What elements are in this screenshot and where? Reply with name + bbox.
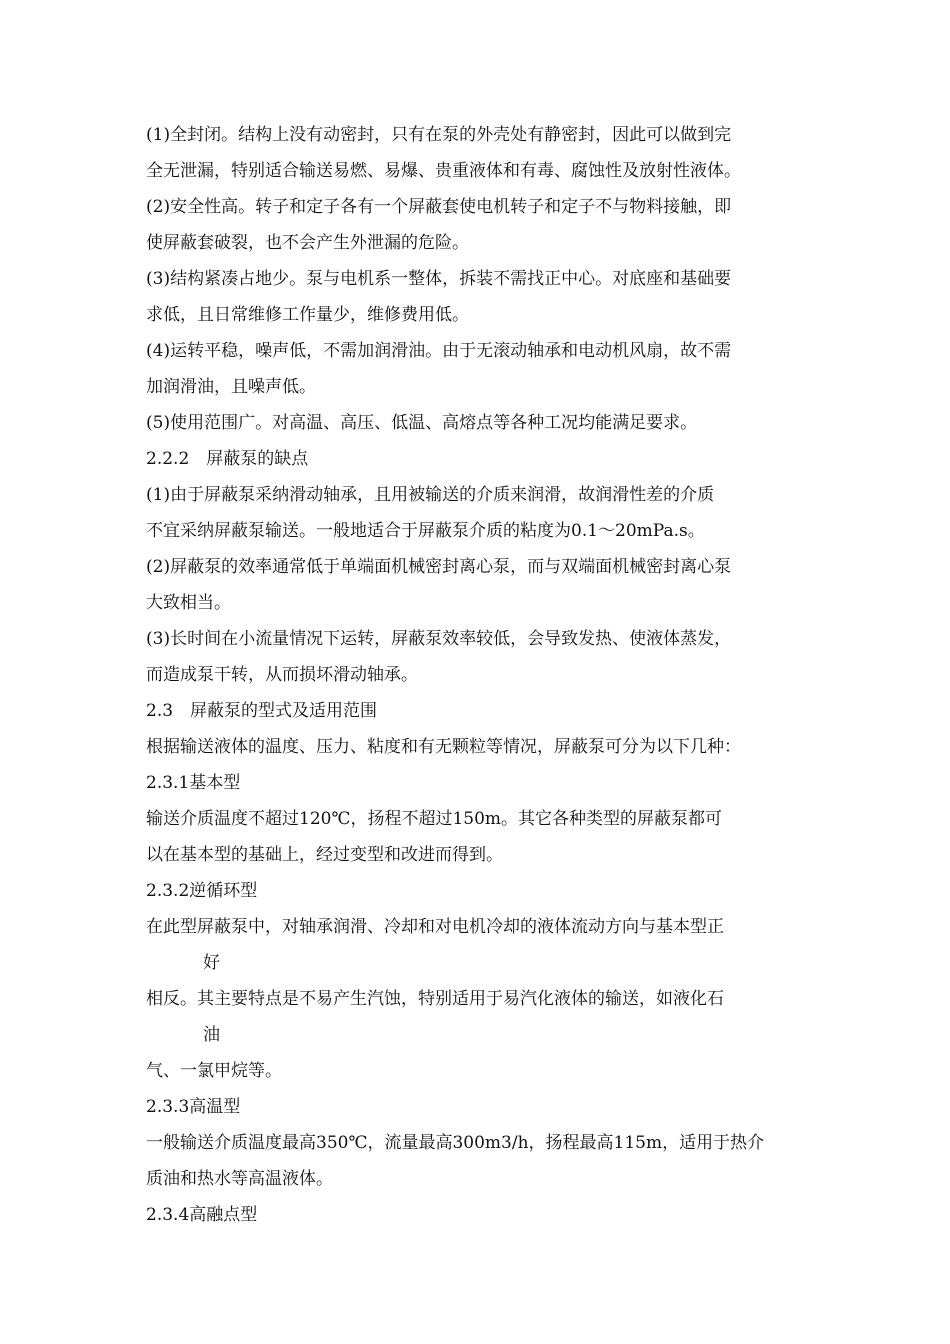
section-heading: 2.3.1基本型 (146, 773, 241, 793)
text-line: 大致相当。 (146, 593, 231, 613)
text-line: 求低，且日常维修工作量少，维修费用低。 (146, 305, 469, 325)
section-heading: 2.3 屏蔽泵的型式及适用范围 (146, 701, 378, 721)
text-line: 油 (203, 1025, 220, 1045)
text-line: 相反。其主要特点是不易产生汽蚀，特别适用于易汽化液体的输送，如液化石 (146, 989, 724, 1009)
section-heading: 2.3.3高温型 (146, 1097, 241, 1117)
text-line: (2)安全性高。转子和定子各有一个屏蔽套使电机转子和定子不与物料接触，即 (146, 197, 732, 217)
section-heading: 2.3.4高融点型 (146, 1205, 258, 1225)
text-line: 在此型屏蔽泵中，对轴承润滑、冷却和对电机冷却的液体流动方向与基本型正 (146, 917, 724, 937)
text-line: 好 (203, 953, 220, 973)
text-line: 使屏蔽套破裂，也不会产生外泄漏的危险。 (146, 233, 469, 253)
text-line: 根据输送液体的温度、压力、粘度和有无颗粒等情况，屏蔽泵可分为以下几种： (146, 737, 741, 757)
text-line: 质油和热水等高温液体。 (146, 1169, 333, 1189)
text-line: (4)运转平稳，噪声低，不需加润滑油。由于无滚动轴承和电动机风扇，故不需 (146, 341, 732, 361)
text-line: (3)结构紧凑占地少。泵与电机系一整体，拆装不需找正中心。对底座和基础要 (146, 269, 732, 289)
text-line: (1)全封闭。结构上没有动密封，只有在泵的外壳处有静密封，因此可以做到完 (146, 125, 732, 145)
text-line: 不宜采纳屏蔽泵输送。一般地适合于屏蔽泵介质的粘度为0.1～20mPa.s。 (146, 521, 705, 541)
text-line: 加润滑油，且噪声低。 (146, 377, 316, 397)
text-line: 气、一氯甲烷等。 (146, 1061, 282, 1081)
text-line: 一般输送介质温度最高350℃，流量最高300m3/h，扬程最高115m，适用于热介 (146, 1133, 765, 1153)
text-line: (2)屏蔽泵的效率通常低于单端面机械密封离心泵，而与双端面机械密封离心泵 (146, 557, 732, 577)
text-line: 以在基本型的基础上，经过变型和改进而得到。 (146, 845, 503, 865)
text-line: (1)由于屏蔽泵采纳滑动轴承，且用被输送的介质来润滑，故润滑性差的介质 (146, 485, 715, 505)
section-heading: 2.3.2逆循环型 (146, 881, 258, 901)
text-line: 输送介质温度不超过120℃，扬程不超过150m。其它各种类型的屏蔽泵都可 (146, 809, 723, 829)
text-line: (5)使用范围广。对高温、高压、低温、高熔点等各种工况均能满足要求。 (146, 413, 698, 433)
text-line: 而造成泵干转，从而损坏滑动轴承。 (146, 665, 418, 685)
text-line: (3)长时间在小流量情况下运转，屏蔽泵效率较低，会导致发热、使液体蒸发， (146, 629, 732, 649)
section-heading: 2.2.2 屏蔽泵的缺点 (146, 449, 309, 469)
text-line: 全无泄漏，特别适合输送易燃、易爆、贵重液体和有毒、腐蚀性及放射性液体。 (146, 161, 741, 181)
